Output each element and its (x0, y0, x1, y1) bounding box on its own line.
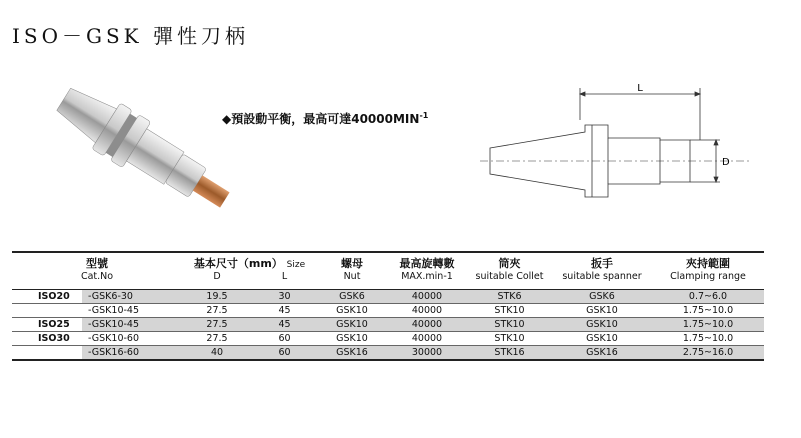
header-max-speed-en: MAX.min-1 (401, 271, 453, 282)
row-d: 27.5 (182, 318, 252, 332)
row-speed: 40000 (387, 318, 467, 332)
row-nut: GSK10 (317, 318, 387, 332)
row-spanner: GSK10 (552, 304, 652, 318)
row-l: 60 (252, 332, 317, 346)
header-spanner: 扳手 (591, 257, 613, 270)
row-range: 0.7~6.0 (652, 290, 764, 304)
row-range: 1.75~10.0 (652, 332, 764, 346)
row-nut: GSK16 (317, 346, 387, 361)
header-spanner-en: suitable spanner (562, 271, 642, 282)
row-cat-no: -GSK10-45 (82, 304, 182, 318)
header-l: L (281, 271, 288, 282)
row-l: 45 (252, 318, 317, 332)
row-collet: STK10 (467, 332, 552, 346)
row-l: 60 (252, 346, 317, 361)
row-group (12, 304, 82, 318)
table-row (12, 332, 764, 346)
row-collet: STK10 (467, 318, 552, 332)
row-speed: 40000 (387, 332, 467, 346)
row-l: 30 (252, 290, 317, 304)
row-range: 1.75~10.0 (652, 304, 764, 318)
header-clamping-en: Clamping range (670, 271, 746, 282)
table-row (12, 290, 764, 304)
row-spanner: GSK10 (552, 332, 652, 346)
row-spanner: GSK6 (552, 290, 652, 304)
row-d: 27.5 (182, 332, 252, 346)
row-range: 1.75~10.0 (652, 318, 764, 332)
row-cat-no: -GSK6-30 (82, 290, 182, 304)
header-d: D (213, 271, 221, 282)
header-max-speed: 最高旋轉數 (399, 257, 455, 270)
row-group: ISO25 (12, 318, 82, 332)
row-d: 19.5 (182, 290, 252, 304)
header-nut-en: Nut (343, 271, 361, 282)
row-group: ISO30 (12, 332, 82, 346)
header-model: 型號 (86, 257, 108, 270)
row-spanner: GSK16 (552, 346, 652, 361)
table-row (12, 346, 764, 361)
row-range: 2.75~16.0 (652, 346, 764, 361)
spec-table (12, 251, 764, 361)
header-cat-no: Cat.No (80, 271, 114, 282)
header-basic-size: 基本尺寸（mm） Size (193, 257, 306, 270)
row-collet: STK6 (467, 290, 552, 304)
header-size: Size (286, 260, 306, 270)
technical-drawing (480, 80, 750, 215)
row-group (12, 346, 82, 361)
header-clamping: 夾持範圍 (686, 257, 730, 270)
row-l: 45 (252, 304, 317, 318)
row-nut: GSK10 (317, 332, 387, 346)
feature-superscript: -1 (419, 111, 429, 120)
header-collet-en: suitable Collet (475, 271, 544, 282)
row-nut: GSK6 (317, 290, 387, 304)
header-collet: 筒夾 (498, 257, 521, 270)
row-speed: 40000 (387, 304, 467, 318)
row-spanner: GSK10 (552, 318, 652, 332)
feature-note (222, 110, 428, 127)
row-cat-no: -GSK16-60 (82, 346, 182, 361)
row-speed: 30000 (387, 346, 467, 361)
feature-text: ◆預設動平衡，最高可達40000MIN (222, 112, 420, 126)
page-title: ISO－GSK 彈性刀柄 (12, 24, 249, 48)
row-d: 27.5 (182, 304, 252, 318)
table-row (12, 304, 764, 318)
row-collet: STK10 (467, 304, 552, 318)
row-cat-no: -GSK10-60 (82, 332, 182, 346)
row-nut: GSK10 (317, 304, 387, 318)
row-cat-no: -GSK10-45 (82, 318, 182, 332)
dimension-label-l: L (637, 83, 643, 94)
dimension-label-d: D (722, 157, 730, 168)
table-row (12, 318, 764, 332)
row-group: ISO20 (12, 290, 82, 304)
row-speed: 40000 (387, 290, 467, 304)
tool-holder-photo (40, 72, 240, 222)
row-collet: STK16 (467, 346, 552, 361)
row-d: 40 (182, 346, 252, 361)
header-nut: 螺母 (341, 257, 363, 270)
